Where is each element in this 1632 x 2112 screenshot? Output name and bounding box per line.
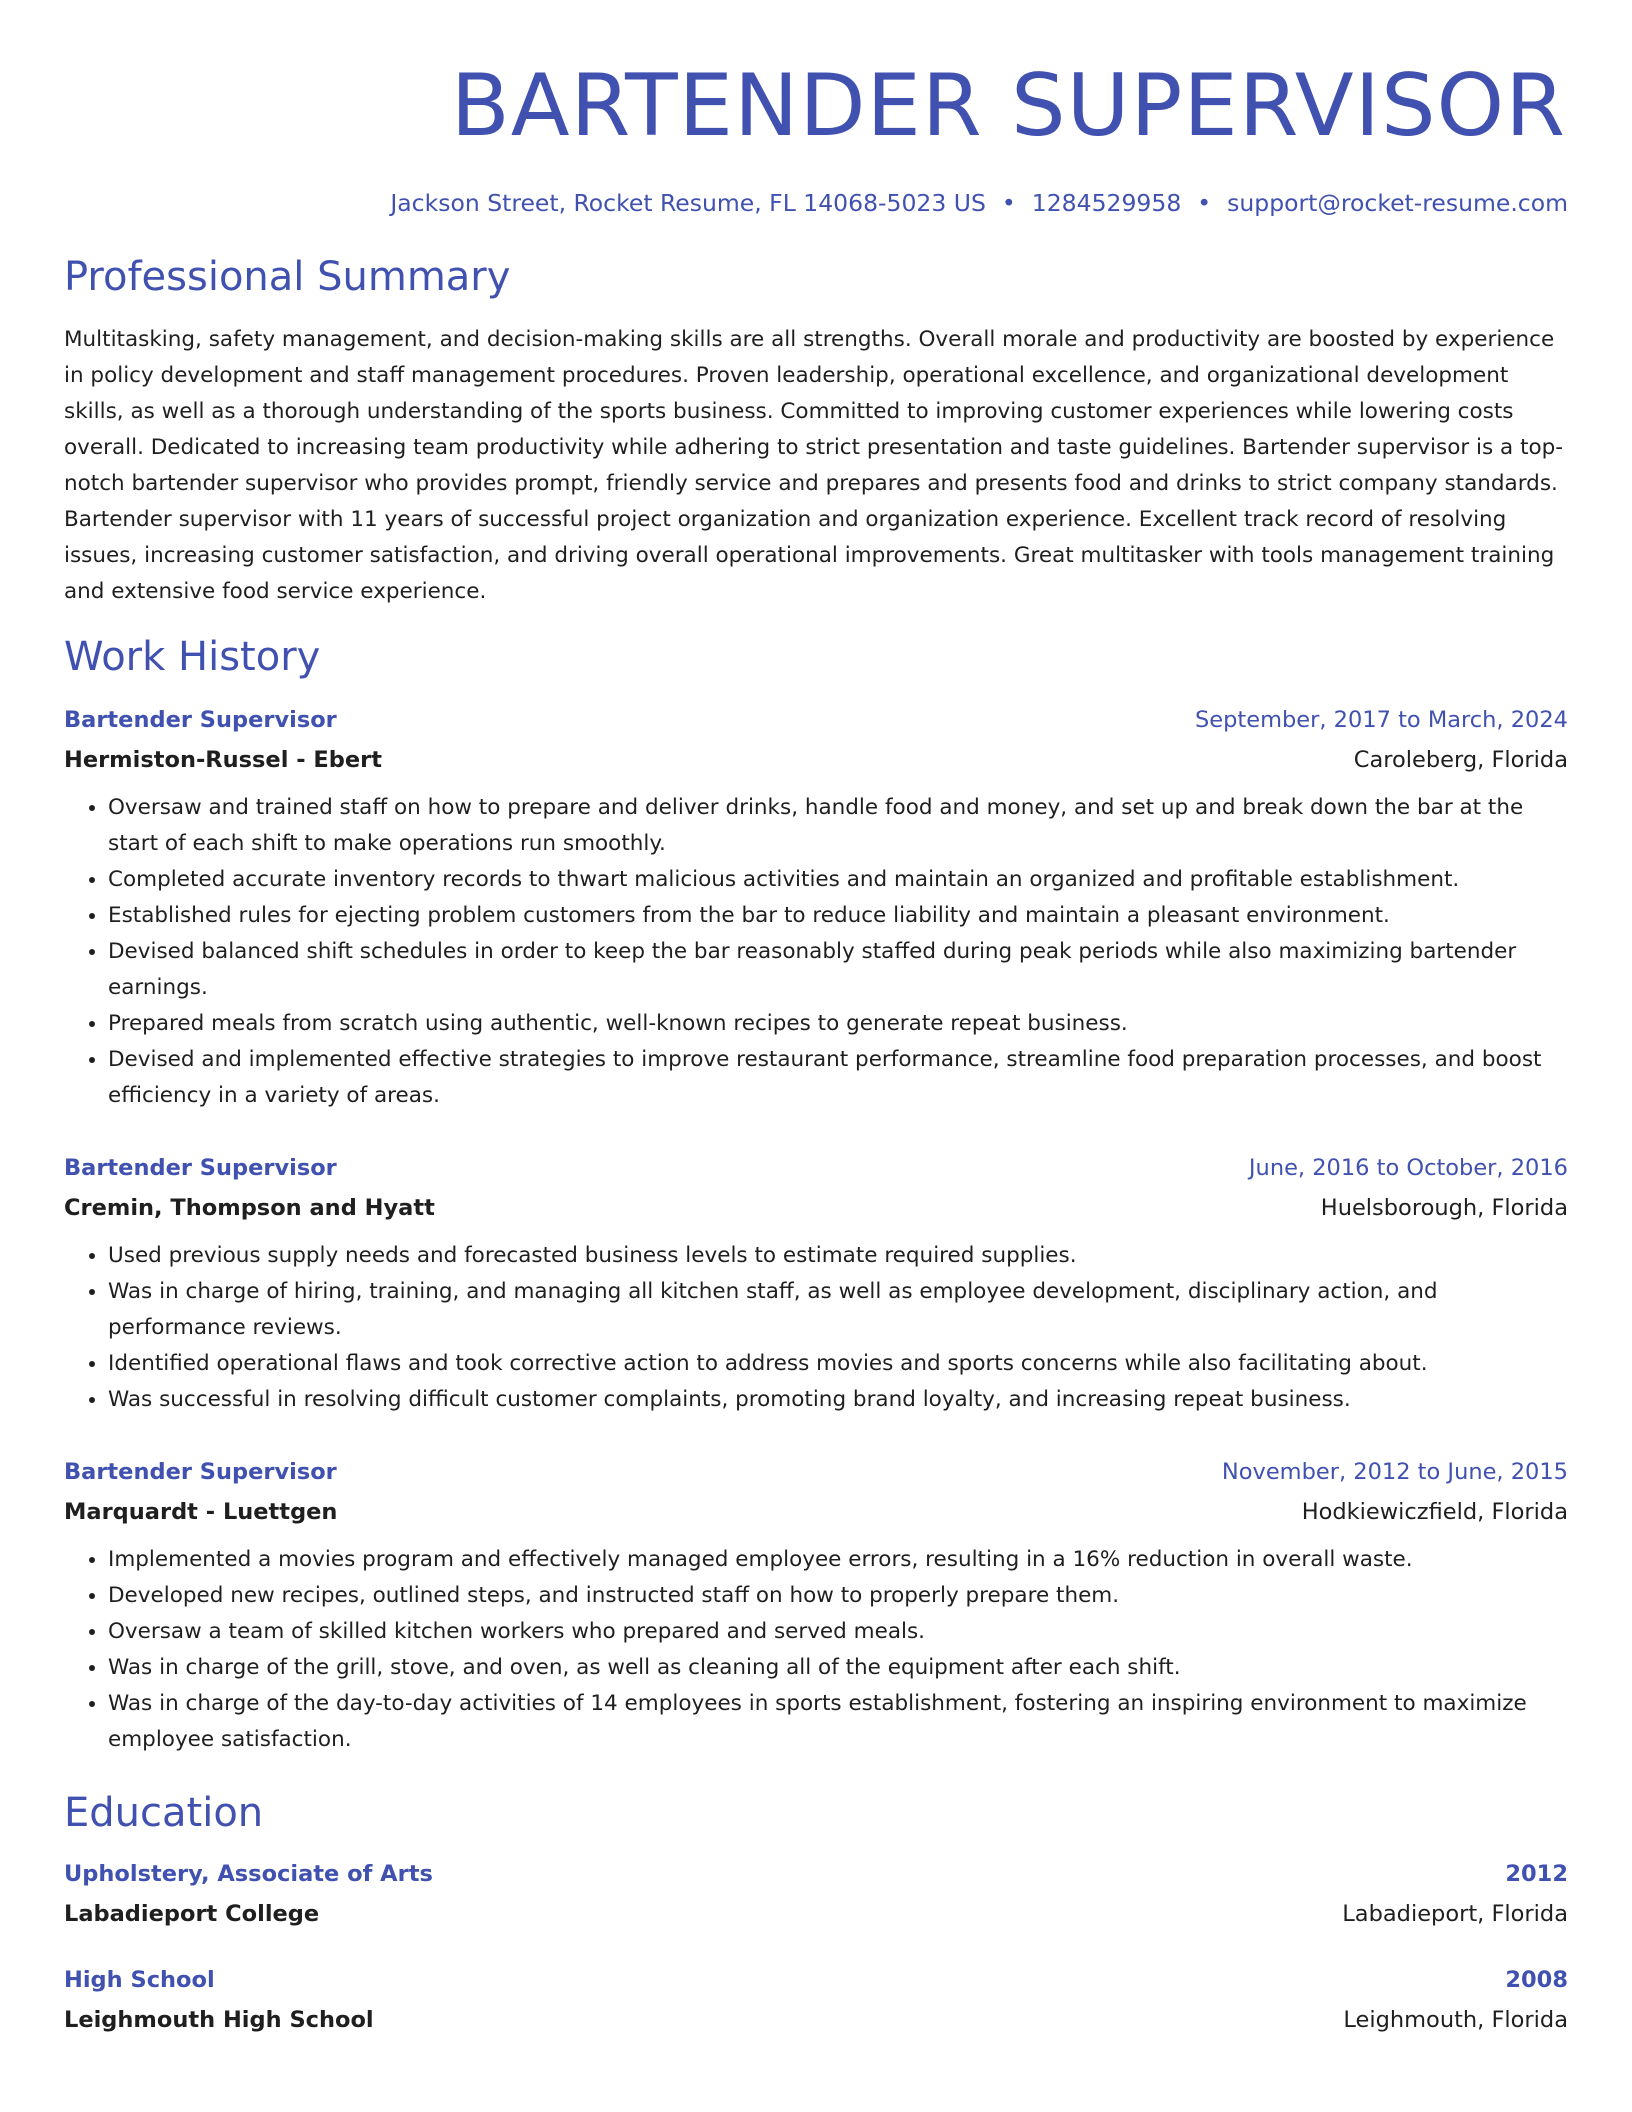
resume-header: [64, 54, 1568, 218]
education-school-row: [64, 1896, 1568, 1932]
job-location: Hodkiewiczfield, Florida: [1301, 1499, 1568, 1525]
job-company-row: [64, 1494, 1568, 1530]
education-school: Labadieport College: [64, 1901, 320, 1927]
contact-phone: 1284529958: [1031, 189, 1182, 217]
job-bullet: • Established rules for ejecting problem customers from the bar to reduce liability and maintain a pleasant environment.: [108, 898, 1568, 934]
job-bullet: • Oversaw and trained staff on how to prepare and deliver drinks, handle food and money, and set up and break down the bar at the start of each shift to make operations run smoothly.: [108, 790, 1568, 862]
job-entry: [64, 1150, 1568, 1418]
contact-email: support@rocket-resume.com: [1227, 189, 1568, 217]
section-title-work-history: Work History: [64, 634, 321, 680]
job-bullet: • Implemented a movies program and effectively managed employee errors, resulting in a 16% reduction in overall waste.: [108, 1542, 1568, 1578]
contact-line: [64, 188, 1568, 218]
job-bullet: • Identified operational flaws and took corrective action to address movies and sports concerns while also facilitating about.: [108, 1346, 1568, 1382]
education-location: Labadieport, Florida: [1342, 1901, 1568, 1927]
job-company: Cremin, Thompson and Hyatt: [64, 1195, 435, 1221]
contact-separator: •: [1197, 189, 1212, 217]
contact-address: Jackson Street, Rocket Resume, FL 14068-5023 US: [390, 189, 986, 217]
education-degree: High School: [64, 1967, 215, 1993]
job-bullet: • Developed new recipes, outlined steps, and instructed staff on how to properly prepare them.: [108, 1578, 1568, 1614]
education-year: 2012: [1505, 1861, 1568, 1887]
job-bullets: [64, 1238, 1568, 1418]
applicant-name: BARTENDER SUPERVISOR: [450, 56, 1566, 156]
education-school: Leighmouth High School: [64, 2007, 374, 2033]
job-bullet: • Devised balanced shift schedules in order to keep the bar reasonably staffed during peak periods while also maximizing bartender earnings.: [108, 934, 1568, 1006]
education-entry: [64, 1962, 1568, 2038]
job-bullet: • Was in charge of the day-to-day activities of 14 employees in sports establishment, fostering an inspiring environment to maximize employee satisfaction.: [108, 1686, 1568, 1758]
education-location: Leighmouth, Florida: [1343, 2007, 1568, 2033]
job-dates: September, 2017 to March, 2024: [1195, 707, 1568, 733]
job-role: Bartender Supervisor: [64, 1155, 337, 1181]
job-company-row: [64, 742, 1568, 778]
education-entry: [64, 1856, 1568, 1932]
section-title-education: Education: [64, 1790, 264, 1836]
professional-summary-section: [64, 252, 1568, 610]
job-role: Bartender Supervisor: [64, 1459, 337, 1485]
job-entry: [64, 702, 1568, 1114]
job-dates: November, 2012 to June, 2015: [1221, 1459, 1568, 1485]
job-bullets: [64, 790, 1568, 1114]
job-header-row: [64, 1454, 1568, 1490]
job-location: Huelsborough, Florida: [1320, 1195, 1568, 1221]
education-year: 2008: [1505, 1967, 1568, 1993]
job-bullets: [64, 1542, 1568, 1758]
job-bullet: • Was in charge of the grill, stove, and oven, as well as cleaning all of the equipment after each shift.: [108, 1650, 1568, 1686]
education-header-row: [64, 1962, 1568, 1998]
job-header-row: [64, 1150, 1568, 1186]
education-school-row: [64, 2002, 1568, 2038]
job-role: Bartender Supervisor: [64, 707, 337, 733]
job-dates: June, 2016 to October, 2016: [1248, 1155, 1568, 1181]
job-company: Marquardt - Luettgen: [64, 1499, 338, 1525]
job-bullet: • Completed accurate inventory records to thwart malicious activities and maintain an organized and profitable establishment.: [108, 862, 1568, 898]
education-section: [64, 1788, 1568, 2038]
job-bullet: • Oversaw a team of skilled kitchen workers who prepared and served meals.: [108, 1614, 1568, 1650]
job-bullet: • Devised and implemented effective strategies to improve restaurant performance, streamline food preparation processes, and boost efficiency in a variety of areas.: [108, 1042, 1568, 1114]
job-bullet: • Was in charge of hiring, training, and managing all kitchen staff, as well as employee development, disciplinary action, and performance reviews.: [108, 1274, 1568, 1346]
work-history-section: [64, 632, 1568, 1758]
job-location: Caroleberg, Florida: [1353, 747, 1568, 773]
job-entry: [64, 1454, 1568, 1758]
education-degree: Upholstery, Associate of Arts: [64, 1861, 433, 1887]
summary-text: Multitasking, safety management, and decision-making skills are all strengths. Overall morale and productivity are boosted by experience in policy development and staff management procedures. Proven leadership, operational excellence, and organizational development skills, as well as a thorough understanding of the sports business. Committed to improving customer experiences while lowering costs overall. Dedicated to increasing team productivity while adhering to strict presentation and taste guidelines. Bartender supervisor is a top-notch bartender supervisor who provides prompt, friendly service and prepares and presents food and drinks to strict company standards. Bartender supervisor with 11 years of successful project organization and organization experience. Excellent track record of resolving issues, increasing customer satisfaction, and driving overall operational improvements. Great multitasker with tools management training and extensive food service experience.: [64, 327, 1564, 604]
contact-separator: •: [1001, 189, 1016, 217]
job-company-row: [64, 1190, 1568, 1226]
job-company: Hermiston-Russel - Ebert: [64, 747, 382, 773]
job-bullet: • Was successful in resolving difficult customer complaints, promoting brand loyalty, and increasing repeat business.: [108, 1382, 1568, 1418]
education-header-row: [64, 1856, 1568, 1892]
section-title-summary: Professional Summary: [64, 254, 511, 300]
job-header-row: [64, 702, 1568, 738]
job-bullet: • Prepared meals from scratch using authentic, well-known recipes to generate repeat business.: [108, 1006, 1568, 1042]
job-bullet: • Used previous supply needs and forecasted business levels to estimate required supplies.: [108, 1238, 1568, 1274]
